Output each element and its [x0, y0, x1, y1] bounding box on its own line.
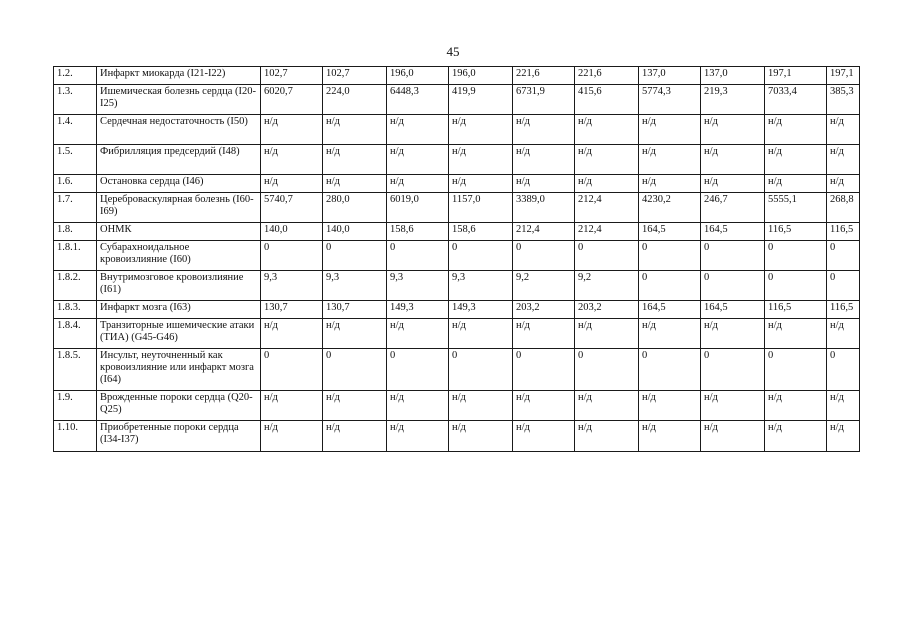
value-cell: 130,7 [323, 301, 387, 319]
value-cell: 5774,3 [639, 85, 701, 115]
value-cell: 149,3 [449, 301, 513, 319]
value-cell: 224,0 [323, 85, 387, 115]
value-cell: 137,0 [639, 67, 701, 85]
value-cell: н/д [261, 115, 323, 145]
value-cell: 5555,1 [765, 193, 827, 223]
value-cell: 102,7 [261, 67, 323, 85]
value-cell: 140,0 [261, 223, 323, 241]
value-cell: 268,8 [827, 193, 860, 223]
value-cell: 158,6 [387, 223, 449, 241]
table-row [54, 175, 860, 193]
value-cell: 0 [827, 349, 860, 391]
value-cell: н/д [387, 175, 449, 193]
page-number: 45 [446, 44, 460, 59]
value-cell: 0 [387, 349, 449, 391]
value-cell: 0 [827, 241, 860, 271]
row-code-cell: 1.10. [54, 421, 97, 452]
value-cell: н/д [765, 115, 827, 145]
value-cell: н/д [387, 391, 449, 421]
table-row [54, 421, 860, 452]
value-cell: н/д [701, 319, 765, 349]
value-cell: н/д [639, 145, 701, 175]
value-cell: 415,6 [575, 85, 639, 115]
value-cell: н/д [575, 145, 639, 175]
value-cell: 1157,0 [449, 193, 513, 223]
value-cell: н/д [639, 175, 701, 193]
row-name-cell: Остановка сердца (I46) [97, 175, 261, 193]
value-cell: н/д [701, 115, 765, 145]
value-cell: н/д [827, 175, 860, 193]
value-cell: 0 [701, 241, 765, 271]
value-cell: н/д [575, 115, 639, 145]
row-code-cell: 1.8.4. [54, 319, 97, 349]
value-cell: 0 [765, 241, 827, 271]
value-cell: 6019,0 [387, 193, 449, 223]
value-cell: н/д [449, 421, 513, 452]
value-cell: 212,4 [575, 223, 639, 241]
value-cell: 0 [513, 241, 575, 271]
value-cell: н/д [513, 145, 575, 175]
value-cell: 164,5 [639, 301, 701, 319]
value-cell: 203,2 [575, 301, 639, 319]
value-cell: н/д [387, 421, 449, 452]
row-code-cell: 1.7. [54, 193, 97, 223]
value-cell: н/д [387, 115, 449, 145]
value-cell: н/д [387, 319, 449, 349]
value-cell: н/д [323, 319, 387, 349]
value-cell: 0 [323, 241, 387, 271]
value-cell: н/д [765, 421, 827, 452]
value-cell: 0 [765, 349, 827, 391]
value-cell: н/д [323, 421, 387, 452]
value-cell: 6020,7 [261, 85, 323, 115]
value-cell: 0 [261, 241, 323, 271]
value-cell: н/д [765, 145, 827, 175]
row-name-cell: ОНМК [97, 223, 261, 241]
table-row [54, 115, 860, 145]
row-name-cell: Цереброваскулярная болезнь (I60-I69) [97, 193, 261, 223]
value-cell: н/д [575, 391, 639, 421]
table-row [54, 391, 860, 421]
row-name-cell: Транзиторные ишемические атаки (ТИА) (G45-G46) [97, 319, 261, 349]
value-cell: н/д [827, 115, 860, 145]
value-cell: 0 [449, 349, 513, 391]
value-cell: н/д [513, 421, 575, 452]
value-cell: н/д [261, 175, 323, 193]
value-cell: 7033,4 [765, 85, 827, 115]
row-name-cell: Внутримозговое кровоизлияние (I61) [97, 271, 261, 301]
row-name-cell: Фибрилляция предсердий (I48) [97, 145, 261, 175]
value-cell: 130,7 [261, 301, 323, 319]
table-row [54, 271, 860, 301]
value-cell: 164,5 [639, 223, 701, 241]
value-cell: н/д [261, 319, 323, 349]
value-cell: 0 [513, 349, 575, 391]
row-code-cell: 1.8.1. [54, 241, 97, 271]
value-cell: н/д [449, 175, 513, 193]
value-cell: 0 [827, 271, 860, 301]
value-cell: 212,4 [575, 193, 639, 223]
value-cell: 246,7 [701, 193, 765, 223]
value-cell: 0 [701, 271, 765, 301]
value-cell: н/д [261, 145, 323, 175]
value-cell: н/д [639, 115, 701, 145]
row-name-cell: Сердечная недостаточность (I50) [97, 115, 261, 145]
value-cell: 158,6 [449, 223, 513, 241]
value-cell: 197,1 [827, 67, 860, 85]
value-cell: 4230,2 [639, 193, 701, 223]
table-row [54, 319, 860, 349]
value-cell: н/д [827, 319, 860, 349]
value-cell: 164,5 [701, 301, 765, 319]
value-cell: 116,5 [827, 223, 860, 241]
row-code-cell: 1.8.3. [54, 301, 97, 319]
row-name-cell: Инфаркт мозга (I63) [97, 301, 261, 319]
value-cell: н/д [387, 145, 449, 175]
value-cell: 0 [575, 349, 639, 391]
value-cell: 137,0 [701, 67, 765, 85]
value-cell: н/д [639, 421, 701, 452]
value-cell: 0 [323, 349, 387, 391]
table-row [54, 241, 860, 271]
value-cell: н/д [765, 175, 827, 193]
row-code-cell: 1.8. [54, 223, 97, 241]
value-cell: н/д [765, 391, 827, 421]
value-cell: н/д [323, 115, 387, 145]
value-cell: 140,0 [323, 223, 387, 241]
value-cell: 212,4 [513, 223, 575, 241]
value-cell: н/д [827, 391, 860, 421]
value-cell: н/д [639, 319, 701, 349]
value-cell: 221,6 [575, 67, 639, 85]
value-cell: 9,2 [513, 271, 575, 301]
row-code-cell: 1.8.2. [54, 271, 97, 301]
value-cell: н/д [449, 145, 513, 175]
row-code-cell: 1.5. [54, 145, 97, 175]
value-cell: 196,0 [387, 67, 449, 85]
value-cell: 0 [575, 241, 639, 271]
value-cell: н/д [827, 145, 860, 175]
table-row [54, 301, 860, 319]
value-cell: 385,3 [827, 85, 860, 115]
row-code-cell: 1.2. [54, 67, 97, 85]
table-body [54, 67, 860, 452]
value-cell: н/д [449, 391, 513, 421]
table-row [54, 223, 860, 241]
value-cell: 6448,3 [387, 85, 449, 115]
value-cell: н/д [701, 175, 765, 193]
value-cell: н/д [513, 175, 575, 193]
value-cell: н/д [323, 175, 387, 193]
table-row [54, 145, 860, 175]
value-cell: 102,7 [323, 67, 387, 85]
value-cell: 0 [261, 349, 323, 391]
value-cell: 116,5 [827, 301, 860, 319]
value-cell: 219,3 [701, 85, 765, 115]
table-row [54, 85, 860, 115]
row-name-cell: Врожденные пороки сердца (Q20-Q25) [97, 391, 261, 421]
value-cell: н/д [449, 319, 513, 349]
value-cell: 9,3 [323, 271, 387, 301]
value-cell: 0 [639, 241, 701, 271]
value-cell: н/д [701, 421, 765, 452]
row-name-cell: Приобретенные пороки сердца (I34-I37) [97, 421, 261, 452]
value-cell: н/д [575, 175, 639, 193]
value-cell: 149,3 [387, 301, 449, 319]
value-cell: 3389,0 [513, 193, 575, 223]
value-cell: 116,5 [765, 301, 827, 319]
value-cell: н/д [513, 391, 575, 421]
value-cell: 0 [639, 349, 701, 391]
value-cell: 196,0 [449, 67, 513, 85]
value-cell: 6731,9 [513, 85, 575, 115]
value-cell: н/д [449, 115, 513, 145]
value-cell: 116,5 [765, 223, 827, 241]
value-cell: 419,9 [449, 85, 513, 115]
value-cell: н/д [261, 391, 323, 421]
row-code-cell: 1.6. [54, 175, 97, 193]
value-cell: н/д [323, 391, 387, 421]
value-cell: 203,2 [513, 301, 575, 319]
value-cell: 197,1 [765, 67, 827, 85]
table-row [54, 193, 860, 223]
statistics-table [53, 66, 860, 452]
value-cell: н/д [575, 319, 639, 349]
value-cell: 164,5 [701, 223, 765, 241]
row-code-cell: 1.3. [54, 85, 97, 115]
value-cell: н/д [701, 391, 765, 421]
value-cell: 5740,7 [261, 193, 323, 223]
value-cell: 0 [765, 271, 827, 301]
value-cell: н/д [827, 421, 860, 452]
row-name-cell: Инфаркт миокарда (I21-I22) [97, 67, 261, 85]
row-code-cell: 1.9. [54, 391, 97, 421]
value-cell: 0 [387, 241, 449, 271]
value-cell: н/д [639, 391, 701, 421]
value-cell: н/д [323, 145, 387, 175]
value-cell: 9,3 [449, 271, 513, 301]
value-cell: 280,0 [323, 193, 387, 223]
table-row [54, 349, 860, 391]
value-cell: 0 [701, 349, 765, 391]
row-code-cell: 1.4. [54, 115, 97, 145]
row-code-cell: 1.8.5. [54, 349, 97, 391]
table-row [54, 67, 860, 85]
value-cell: 9,3 [261, 271, 323, 301]
value-cell: 9,2 [575, 271, 639, 301]
value-cell: 9,3 [387, 271, 449, 301]
value-cell: 0 [449, 241, 513, 271]
value-cell: н/д [701, 145, 765, 175]
value-cell: н/д [513, 115, 575, 145]
value-cell: 221,6 [513, 67, 575, 85]
row-name-cell: Инсульт, неуточненный как кровоизлияние или инфаркт мозга (I64) [97, 349, 261, 391]
value-cell: 0 [639, 271, 701, 301]
value-cell: н/д [765, 319, 827, 349]
value-cell: н/д [513, 319, 575, 349]
row-name-cell: Ишемическая болезнь сердца (I20-I25) [97, 85, 261, 115]
row-name-cell: Субарахноидальное кровоизлияние (I60) [97, 241, 261, 271]
value-cell: н/д [261, 421, 323, 452]
value-cell: н/д [575, 421, 639, 452]
